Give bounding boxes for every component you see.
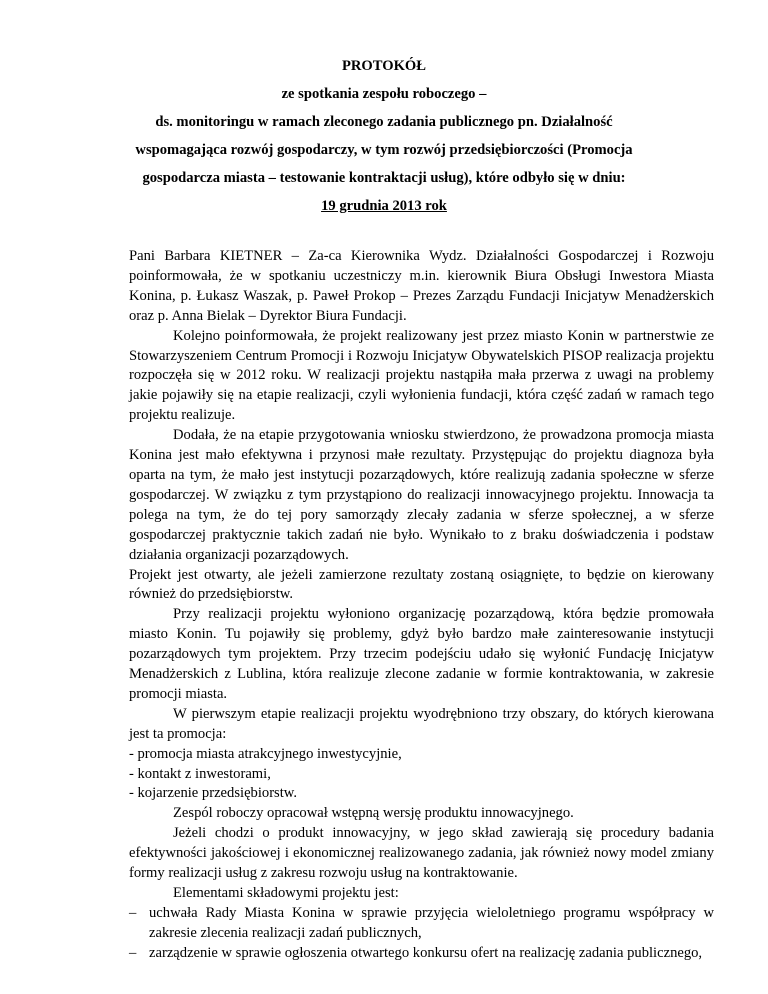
list-item: - promocja miasta atrakcyjnego inwestycyjnie,	[129, 745, 402, 762]
list-item: - kojarzenie przedsiębiorstw.	[129, 785, 298, 802]
dash-marker: –	[129, 904, 137, 921]
paragraph: W pierwszym etapie realizacji projektu wyodrębniono trzy obszary, do których kierowana jest ta promocja:	[129, 705, 714, 742]
document-header	[100, 56, 668, 224]
paragraph: Dodała, że na etapie przygotowania wniosku stwierdzono, że prowadzona promocja miasta Konina jest mało efektywna i przynosi małe rezultaty. Przystępując do projektu diagnoza była oparta na tym, że mało jest instytucji pozarządowych, które realizują zadania społeczne w sferze gospodarczej. W związku z tym przystąpiono do realizacji innowacyjnego projektu. Innowacja ta polega na tym, że do tej pory samorządy zlecały zadania w sferze społecznej, a w sferze gospodarczej praktycznie takich zadań nie było. Wynikało to z braku doświadczenia i podstaw działania organizacji pozarządowych.	[129, 427, 714, 563]
paragraph: Zespól roboczy opracował wstępną wersję produktu innowacyjnego.	[173, 805, 574, 822]
paragraph: Projekt jest otwarty, ale jeżeli zamierzone rezultaty zostaną osiągnięte, to będzie on kierowany również do przedsiębiorstw.	[129, 566, 714, 603]
paragraph: Jeżeli chodzi o produkt innowacyjny, w jego skład zawierają się procedury badania efektywności jakościowej i ekonomicznej realizowanego zadania, jak również nowy model zmiany formy realizacji usług z zakresu rozwoju usług na kontraktowanie.	[129, 825, 714, 882]
paragraph: Przy realizacji projektu wyłoniono organizację pozarządową, która będzie promowała miasto Konin. Tu pojawiły się problemy, gdyż było bardzo małe zainteresowanie instytucji pozarządowych tym projektem. Przy trzecim podejściu udało się wyłonić Fundację Inicjatyw Menadżerskich z Lublina, która realizuje zlecone zadanie w formie kontraktowania, w zakresie promocji miasta.	[129, 606, 714, 702]
header-line: wspomagająca rozwój gospodarczy, w tym rozwój przedsiębiorczości (Promocja	[135, 142, 633, 158]
header-line: gospodarcza miasta – testowanie kontraktacji usług), które odbyło się w dniu:	[142, 170, 626, 186]
header-line: ze spotkania zespołu roboczego –	[281, 86, 487, 102]
paragraph: Elementami składowymi projektu jest:	[173, 885, 399, 901]
list-item-text: uchwała Rady Miasta Konina w sprawie przyjęcia wieloletniego programu współpracy w zakresie zlecenia realizacji zadań publicznych,	[149, 904, 714, 941]
list-item-text: zarządzenie w sprawie ogłoszenia otwartego konkursu ofert na realizację zadania publicznego,	[149, 944, 703, 961]
list-item	[129, 904, 714, 944]
list-item: - kontakt z inwestorami,	[129, 765, 271, 782]
paragraph: Pani Barbara KIETNER – Za-ca Kierownika Wydz. Działalności Gospodarczej i Rozwoju poinformowała, że w spotkaniu uczestniczy m.in. kierownik Biura Obsługi Inwestora Miasta Konina, p. Łukasz Waszak, p. Paweł Prokop – Prezes Zarządu Fundacji Inicjatyw Menadżerskich oraz p. Anna Bielak – Dyrektor Biura Fundacji.	[129, 248, 714, 324]
paragraph: Kolejno poinformowała, że projekt realizowany jest przez miasto Konin w partnerstwie ze Stowarzyszeniem Centrum Promocji i Rozwoju Inicjatyw Obywatelskich PISOP realizacja projektu rozpoczęła się w 2012 roku. W realizacji projektu nastąpiła mała przerwa z uwagi na problemy jakie pojawiły się na etapie realizacji, czyli wyłonienia fundacji, która część zadań w ramach tego projektu realizuje.	[129, 327, 714, 424]
header-line: ds. monitoringu w ramach zleconego zadania publicznego pn. Działalność	[155, 114, 613, 130]
protocol-title: PROTOKÓŁ	[341, 58, 427, 74]
list-item	[129, 944, 714, 964]
meeting-date: 19 grudnia 2013 rok	[321, 198, 447, 214]
document-body	[129, 247, 714, 964]
dash-marker: –	[129, 944, 137, 961]
